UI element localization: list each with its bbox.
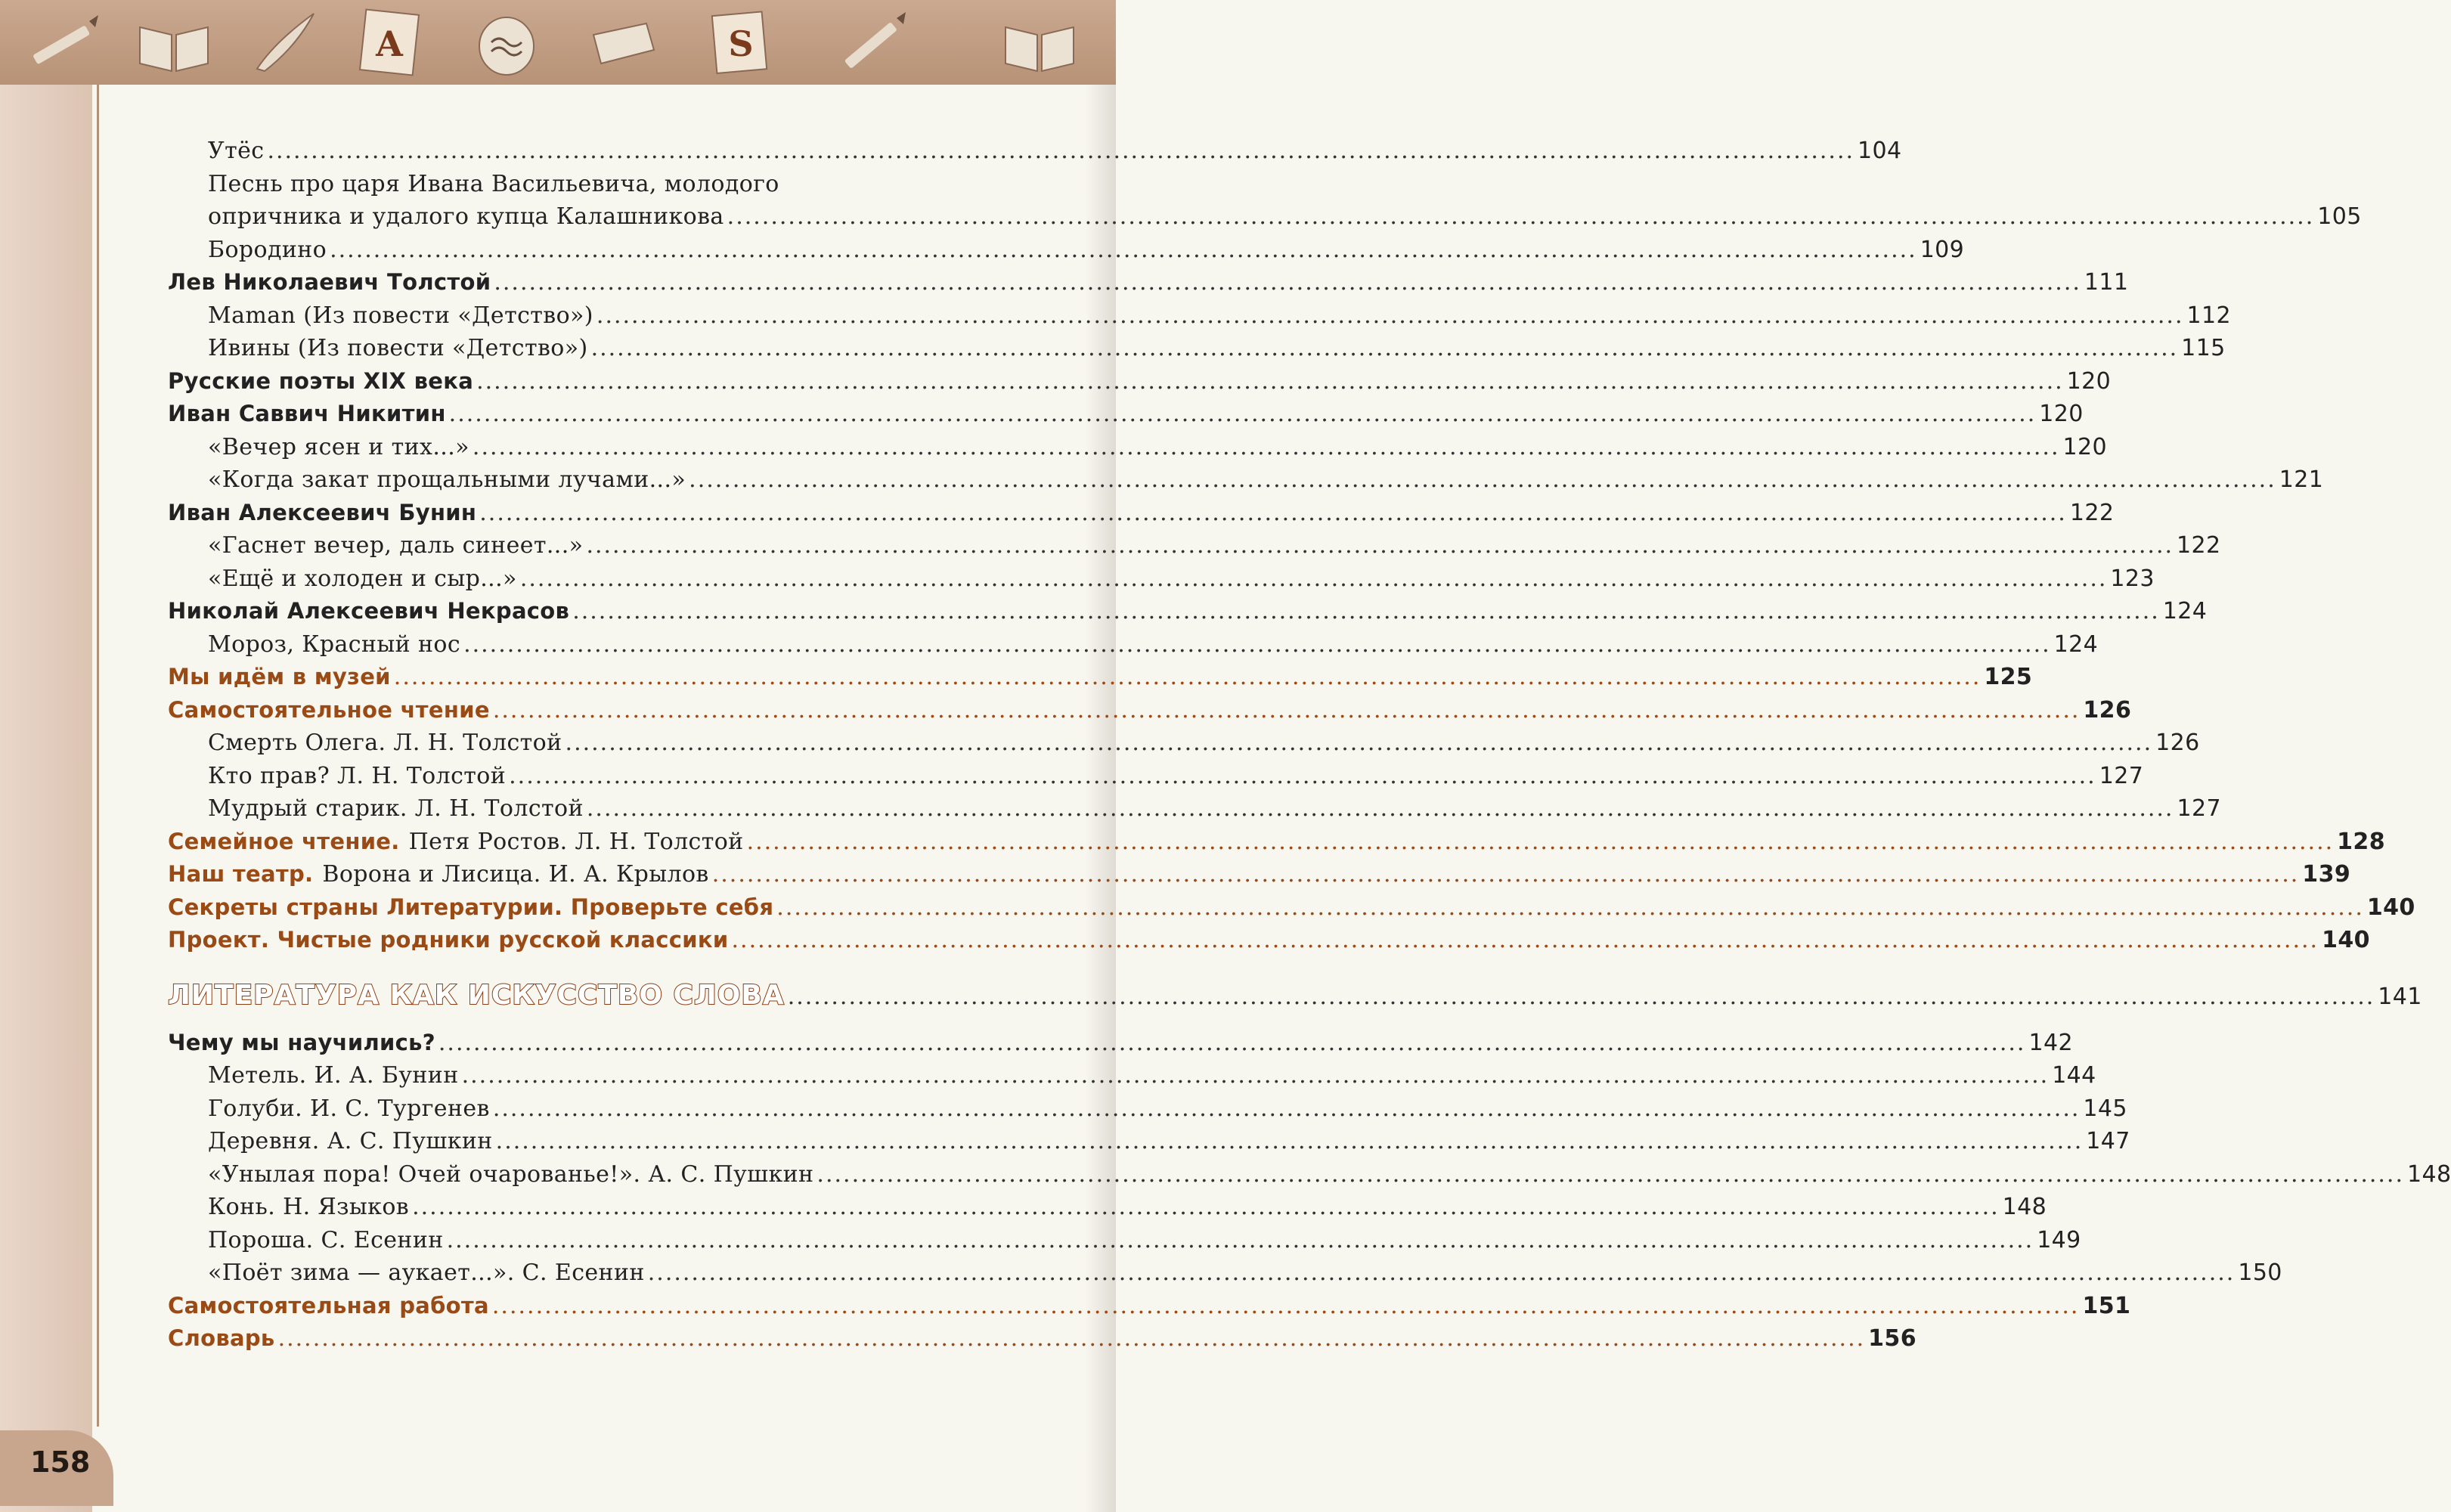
letter-s-card-icon [699, 5, 782, 80]
toc-entry [168, 760, 2144, 793]
toc-entry-title: «Унылая пора! Очей очарованье!». А. С. Пушкин [208, 1160, 814, 1188]
toc-leader-dots [586, 529, 2174, 562]
toc-leader-dots [493, 694, 2081, 727]
toc-entry-title: Песнь про царя Ивана Васильевича, молодого [208, 170, 779, 197]
toc-entry-page: 149 [2037, 1226, 2081, 1253]
toc-leader-dots [476, 365, 2064, 398]
toc-entry-page: 123 [2110, 565, 2155, 592]
toc-entry [168, 562, 2155, 596]
toc-entry-title: Чему мы научились? [168, 1029, 435, 1055]
toc-leader-dots [330, 234, 1917, 267]
toc-entry-page: 148 [2407, 1160, 2451, 1188]
toc-entry-page: 105 [2317, 203, 2362, 230]
toc-entry [168, 299, 2231, 333]
toc-entry-title: ЛИТЕРАТУРА КАК ИСКУССТВО СЛОВА [168, 979, 785, 1011]
toc-entry [168, 431, 2107, 464]
toc-leader-dots [494, 266, 2081, 299]
toc-leader-dots [496, 1125, 2084, 1158]
toc-leader-dots [509, 760, 2096, 793]
toc-leader-dots [648, 1256, 2236, 1290]
toc-leader-dots [462, 1059, 2050, 1092]
toc-leader-dots [572, 595, 2160, 628]
quill-icon [242, 5, 325, 80]
toc-entry-page: 139 [2302, 861, 2351, 888]
toc-leader-dots [493, 1092, 2081, 1126]
toc-leader-dots [596, 299, 2184, 333]
toc-entry-title: Иван Саввич Никитин [168, 401, 446, 426]
toc-entry-title: Лев Николаевич Толстой [168, 269, 491, 295]
toc-entry-title: Секреты страны Литературии. Проверьте себя [168, 894, 774, 920]
toc-leader-dots [278, 1322, 1866, 1356]
toc-entry [168, 628, 2099, 662]
toc-entry [168, 332, 2226, 365]
toc-entry-page: 147 [2086, 1128, 2130, 1154]
toc-entry [168, 694, 2132, 727]
toc-entry-title: Ивины (Из повести «Детство») [208, 335, 588, 361]
toc-entry-title: «Поёт зима — аукает...». С. Есенин [208, 1259, 645, 1286]
toc-entry-page: 127 [2177, 795, 2221, 822]
toc-entry-page: 120 [2039, 401, 2084, 427]
toc-entry [168, 266, 2129, 299]
toc-entry-title: Николай Алексеевич Некрасов [168, 598, 570, 624]
toc-entry-page: 151 [2082, 1292, 2131, 1319]
toc-leader-dots [492, 1290, 2080, 1323]
toc-entry-page: 109 [1920, 236, 1965, 263]
toc-entry-title: Иван Алексеевич Бунин [168, 499, 477, 525]
svg-text:S: S [728, 23, 754, 64]
parchment-scroll-icon [582, 5, 665, 80]
toc-entry-title: Смерть Олега. Л. Н. Толстой [208, 730, 562, 756]
toc-entry-title: Мы идём в музей [168, 664, 391, 689]
toc-leader-dots [479, 497, 2067, 530]
toc-entry-title: Метель. И. А. Бунин [208, 1062, 459, 1089]
toc-entry-title: Семейное чтение. [168, 828, 400, 854]
toc-entry-page: 122 [2177, 532, 2221, 559]
toc-leader-dots [727, 200, 2315, 234]
toc-entry [168, 1224, 2081, 1257]
toc-entry-title: Деревня. А. С. Пушкин [208, 1128, 493, 1154]
toc-entry-work: Петя Ростов. Л. Н. Толстой [408, 828, 744, 855]
toc-entry [168, 1322, 1916, 1356]
toc-entry-title: Самостоятельная работа [168, 1292, 489, 1318]
toc-entry-page: 156 [1868, 1325, 1916, 1352]
toc-entry-page: 104 [1858, 138, 1902, 164]
toc-leader-dots [438, 1027, 2026, 1060]
toc-entry-title: Мудрый старик. Л. Н. Толстой [208, 795, 584, 822]
letter-a-card-icon [348, 5, 431, 80]
toc-entry [168, 924, 2370, 957]
toc-entry [168, 1027, 2073, 1060]
toc-entry-title: Бородино [208, 236, 327, 263]
toc-entry-page: 112 [2186, 302, 2231, 329]
toc-entry [168, 529, 2221, 562]
toc-entry [168, 727, 2200, 760]
toc-entry [168, 1191, 2047, 1224]
toc-entry-title: Пороша. С. Есенин [208, 1226, 444, 1253]
toc-entry-page: 120 [2066, 367, 2112, 395]
toc-entry-title: «Когда закат прощальными лучами...» [208, 466, 686, 493]
toc-entry-page: 125 [1984, 664, 2033, 690]
toc-entry [168, 398, 2084, 431]
toc-entry-title: «Гаснет вечер, даль синеет...» [208, 532, 584, 559]
toc-entry-title: «Ещё и холоден и сыр...» [208, 565, 517, 592]
toc-leader-dots [394, 661, 1982, 694]
scroll-shell-icon [465, 5, 548, 80]
toc-entry [168, 661, 2033, 694]
toc-entry-page: 115 [2181, 335, 2226, 361]
toc-leader-dots [267, 135, 1855, 168]
left-margin-band [0, 85, 92, 1512]
toc-leader-dots [689, 463, 2276, 497]
toc-entry [168, 972, 2422, 1019]
toc-entry [168, 826, 2385, 859]
toc-leader-dots [591, 332, 2179, 365]
toc-leader-dots [412, 1191, 2000, 1224]
toc-entry-page: 150 [2238, 1259, 2282, 1286]
toc-entry-page: 140 [2366, 894, 2415, 921]
toc-entry-page: 126 [2155, 730, 2200, 756]
toc-leader-dots [747, 826, 2335, 859]
toc-leader-dots [587, 792, 2174, 826]
toc-entry [168, 891, 2415, 925]
toc-entry-work: Ворона и Лисица. И. А. Крылов [322, 861, 709, 888]
toc-entry-page: 124 [2053, 631, 2099, 658]
toc-entry-title: Утёс [208, 138, 265, 164]
toc-entry [168, 168, 1075, 201]
toc-entry-title: Maman (Из повести «Детство») [208, 302, 593, 329]
toc-entry-title: Конь. Н. Языков [208, 1194, 410, 1220]
toc-entry [168, 858, 2351, 891]
toc-entry [168, 1290, 2131, 1323]
open-book-icon [998, 5, 1081, 80]
toc-entry-title: Проект. Чистые родники русской классики [168, 927, 729, 953]
table-of-contents [168, 135, 2451, 1356]
toc-entry [168, 1158, 2451, 1191]
toc-entry [168, 792, 2221, 826]
toc-entry [168, 497, 2115, 530]
toc-entry-page: 148 [2002, 1194, 2047, 1220]
toc-entry-page: 126 [2083, 696, 2132, 723]
toc-entry-page: 141 [2378, 983, 2422, 1010]
toc-entry-page: 140 [2322, 927, 2370, 953]
toc-entry [168, 1125, 2130, 1158]
toc-entry [168, 595, 2208, 628]
toc-leader-dots [449, 398, 2037, 431]
toc-leader-dots [776, 891, 2364, 925]
toc-entry-title: «Вечер ясен и тих...» [208, 433, 469, 460]
toc-entry-page: 124 [2162, 598, 2208, 624]
toc-leader-dots [520, 562, 2108, 596]
toc-leader-dots [447, 1224, 2034, 1257]
toc-entry-page: 121 [2279, 466, 2324, 493]
toc-leader-dots [732, 924, 2319, 957]
toc-entry [168, 1059, 2096, 1092]
toc-entry [168, 200, 2362, 234]
toc-leader-dots [712, 858, 2300, 891]
toc-entry-title: Русские поэты XIX века [168, 367, 474, 394]
toc-entry [168, 234, 1965, 267]
toc-entry-title: Словарь [168, 1325, 275, 1351]
toc-leader-dots [816, 1158, 2404, 1191]
page-number: 158 [30, 1445, 91, 1479]
toc-entry-page: 128 [2337, 828, 2385, 855]
toc-entry-title: Самостоятельное чтение [168, 696, 490, 723]
pencil-icon [832, 5, 915, 80]
svg-text:A: A [376, 23, 403, 64]
toc-entry [168, 1256, 2282, 1290]
left-margin-rule [97, 85, 99, 1427]
toc-entry-page: 127 [2099, 762, 2144, 789]
toc-leader-dots [473, 431, 2060, 464]
toc-entry-title: опричника и удалого купца Калашникова [208, 203, 724, 230]
toc-leader-dots [463, 628, 2051, 662]
toc-entry [168, 463, 2324, 497]
toc-leader-dots [565, 727, 2153, 760]
toc-entry-title: Мороз, Красный нос [208, 631, 461, 658]
toc-entry-title: Наш театр. [168, 861, 314, 887]
toc-leader-dots [788, 974, 2375, 1021]
toc-entry-page: 111 [2084, 269, 2129, 296]
toc-entry-title: Голуби. И. С. Тургенев [208, 1095, 490, 1122]
toc-entry-page: 120 [2062, 433, 2107, 460]
toc-entry [168, 135, 1902, 168]
open-book-icon [132, 5, 215, 80]
toc-entry-page: 145 [2083, 1095, 2127, 1122]
toc-entry [168, 365, 2112, 398]
toc-entry-page: 142 [2028, 1029, 2073, 1056]
toc-entry-page: 122 [2069, 499, 2115, 526]
pencil-icon [23, 5, 106, 80]
toc-entry [168, 1092, 2127, 1126]
header-banner [0, 0, 1116, 85]
toc-entry-page: 144 [2052, 1062, 2096, 1089]
toc-entry-title: Кто прав? Л. Н. Толстой [208, 762, 507, 789]
